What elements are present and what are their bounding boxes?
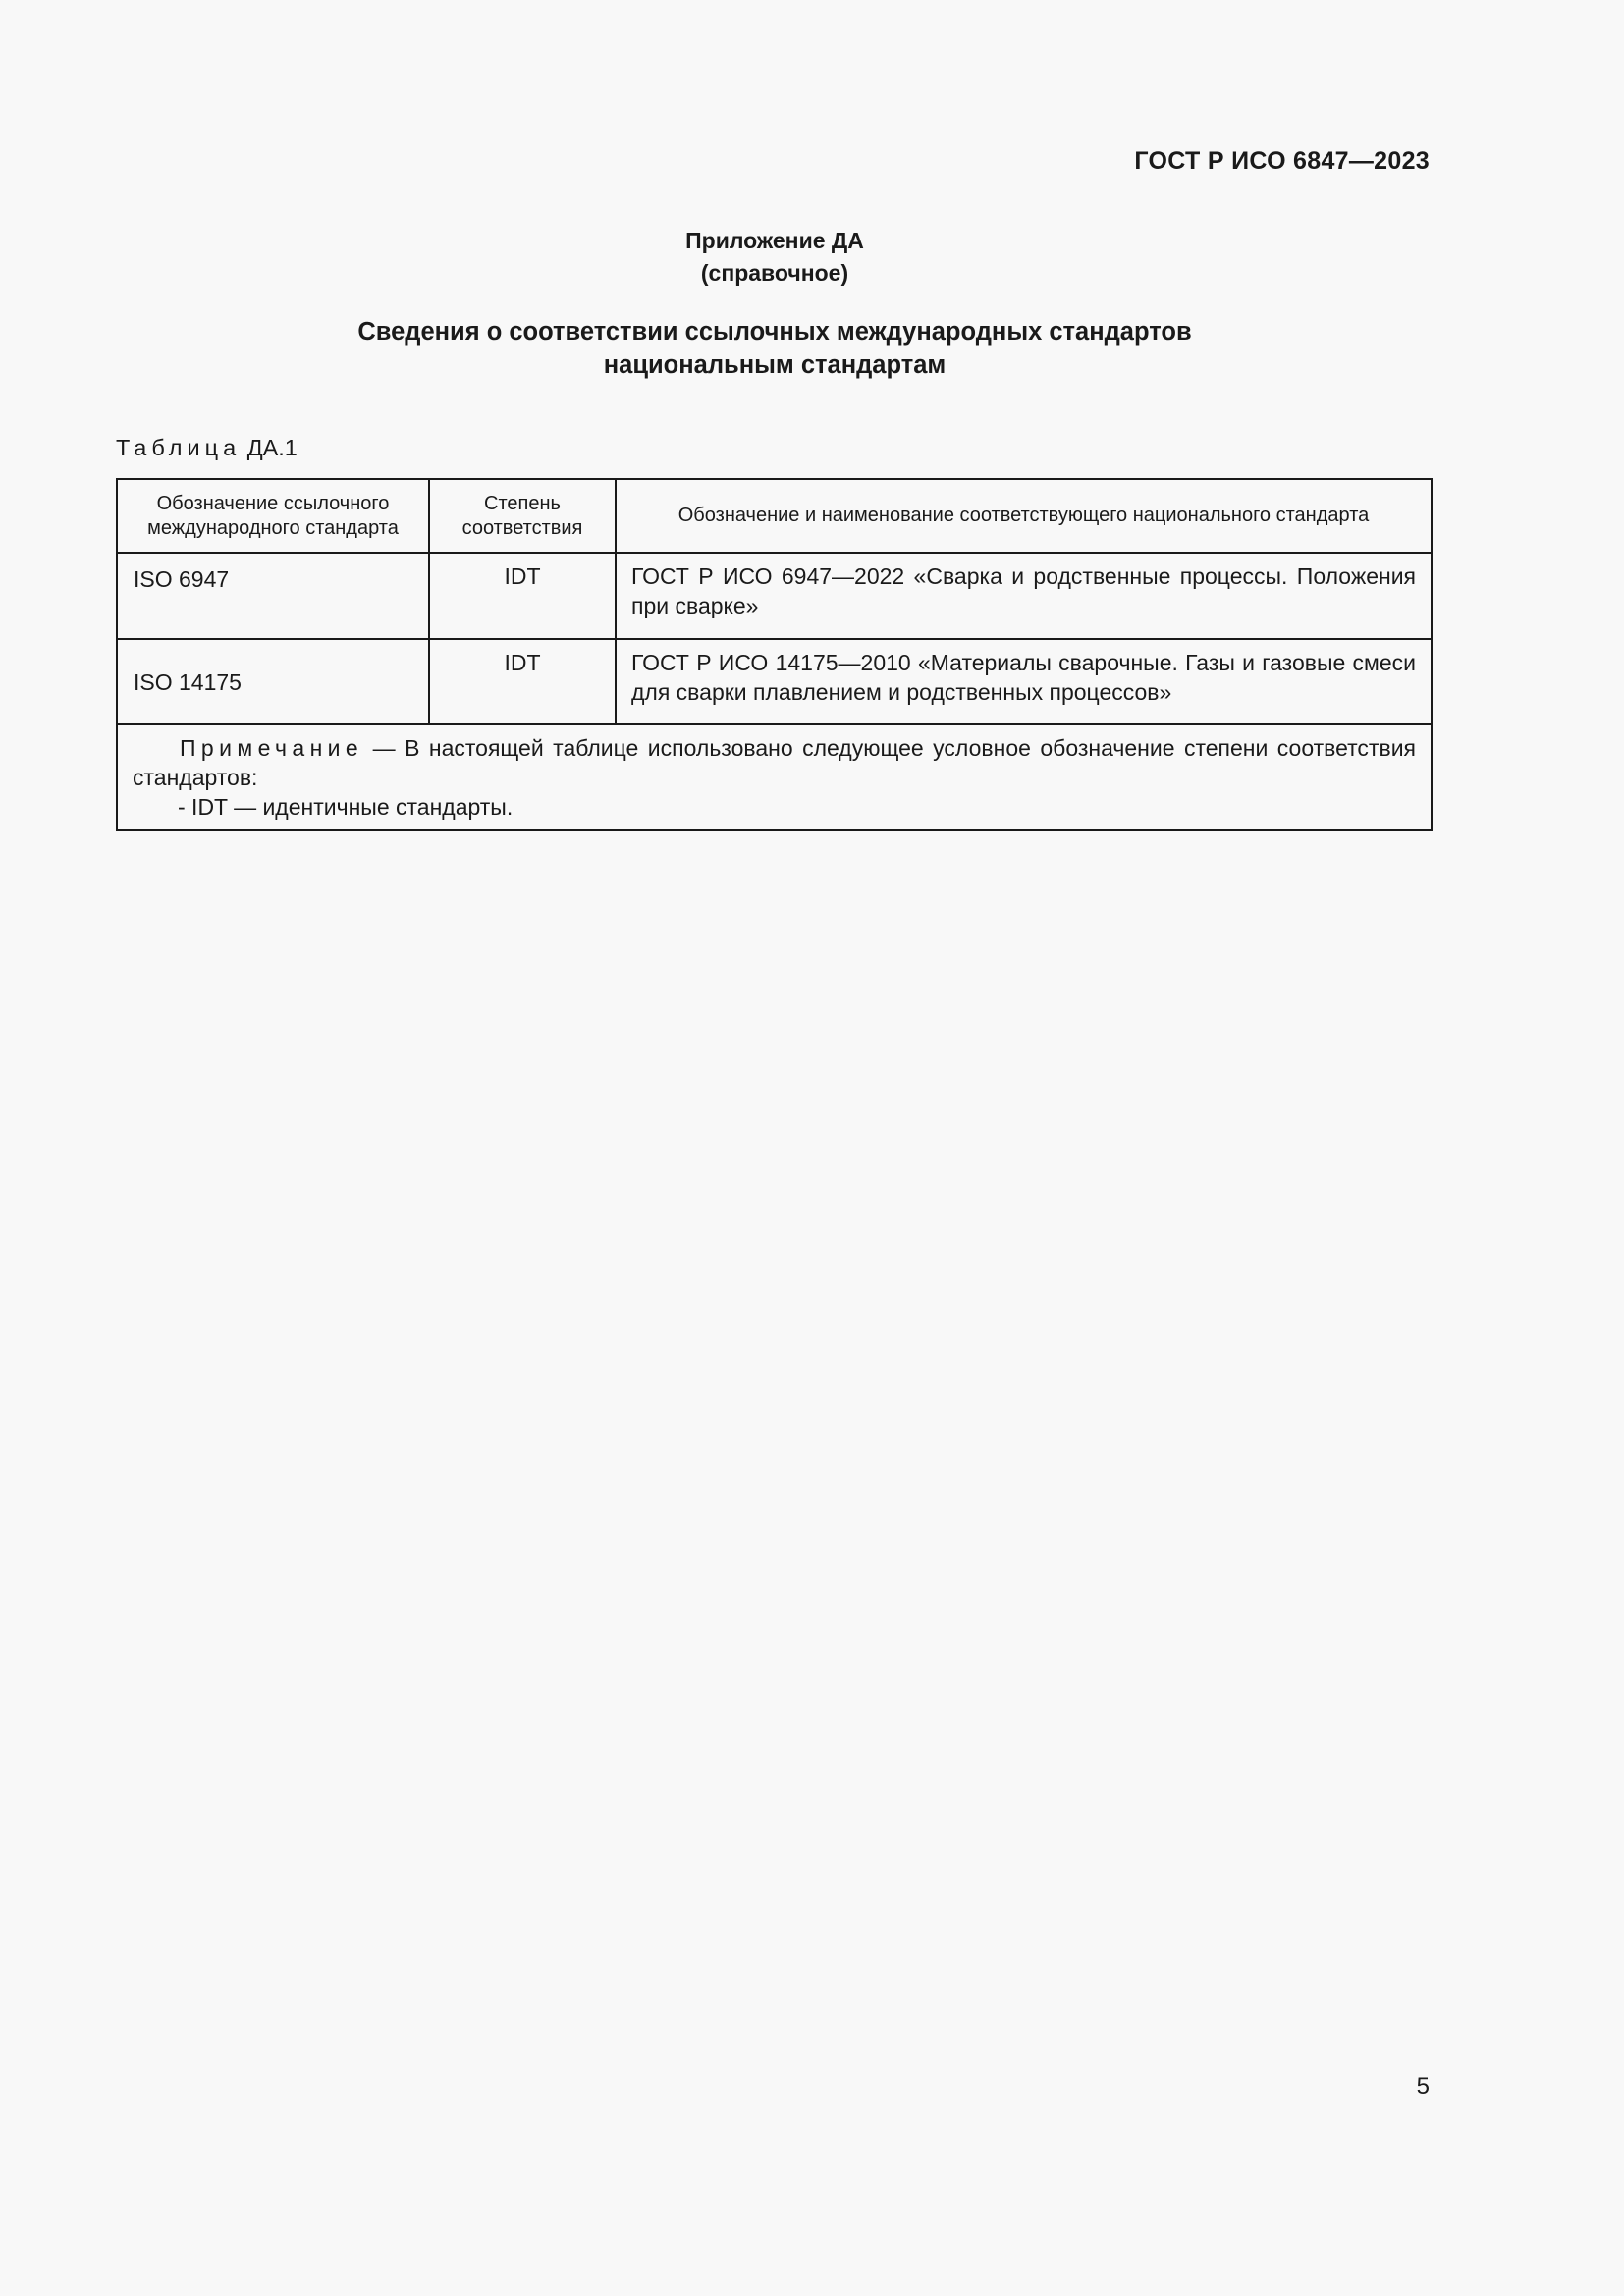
standards-table (116, 478, 1433, 831)
table-note (117, 724, 1432, 830)
table-note-row (117, 724, 1432, 830)
row-designation: ISO 6947 (117, 553, 429, 639)
row-national-standard: ГОСТ Р ИСО 6947—2022 «Сварка и родственные процессы. Положения при сварке» (616, 553, 1432, 639)
annex-subtitle: (справочное) (700, 260, 849, 286)
note-item: - IDT — идентичные стандарты. (178, 794, 514, 820)
header-national-standard: Обозначение и наименование соответствующего национального стандарта (616, 479, 1432, 553)
annex-title: Приложение ДА (685, 228, 864, 253)
section-title-line1: Сведения о соответствии ссылочных международных стандартов (357, 318, 1192, 346)
page-number: 5 (1416, 2073, 1430, 2100)
row-degree: IDT (429, 553, 616, 639)
note-text: — В настоящей таблице использовано следующее условное обозначение степени соответствия стандартов: (133, 735, 1416, 790)
section-title (0, 315, 1549, 382)
note-label: Примечание (180, 735, 364, 761)
table-row (117, 639, 1432, 724)
table-row (117, 553, 1432, 639)
table-header-row (117, 479, 1432, 553)
header-international-designation: Обозначение ссылочного международного стандарта (117, 479, 429, 553)
document-code: ГОСТ Р ИСО 6847—2023 (1134, 147, 1430, 175)
row-national-standard: ГОСТ Р ИСО 14175—2010 «Материалы сварочные. Газы и газовые смеси для сварки плавлением и родственных процессов» (616, 639, 1432, 724)
header-degree: Степень соответствия (429, 479, 616, 553)
table-caption (116, 435, 298, 461)
table-caption-word: Таблица (116, 435, 242, 460)
row-designation: ISO 14175 (117, 639, 429, 724)
annex-heading (0, 225, 1549, 290)
table-caption-number: ДА.1 (246, 435, 298, 460)
section-title-line2: национальным стандартам (603, 351, 947, 379)
row-degree: IDT (429, 639, 616, 724)
